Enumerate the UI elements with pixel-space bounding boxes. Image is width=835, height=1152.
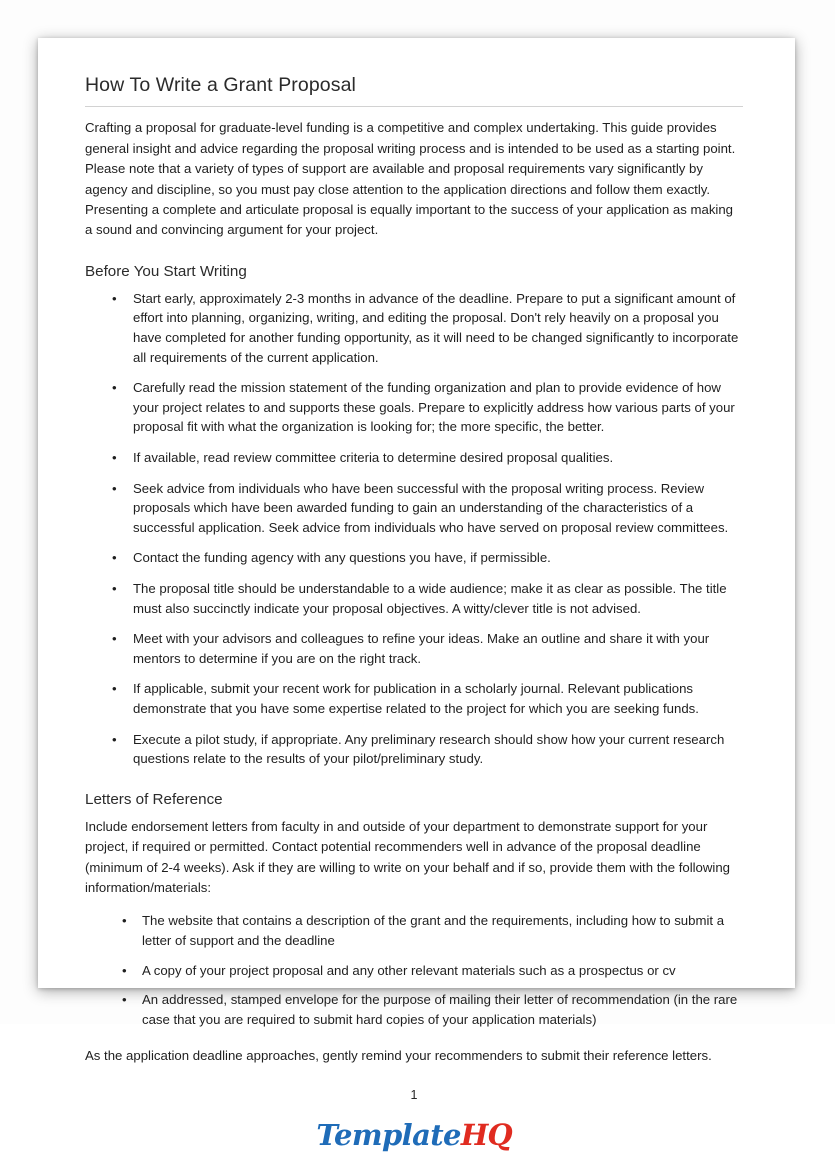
templatehq-logo bbox=[85, 1117, 743, 1152]
bullet-dot-icon: • bbox=[112, 449, 117, 465]
list-item bbox=[108, 548, 743, 568]
list-item bbox=[118, 911, 743, 950]
list-item-text: Carefully read the mission statement of the funding organization and plan to provide evidence of how your project relates to and supports these goals. Prepare to explicitly address how various parts of your proposal fit with what the organization is looking for; the more specific, the better. bbox=[133, 380, 735, 435]
logo-text bbox=[316, 1117, 512, 1152]
list-item-text: Contact the funding agency with any questions you have, if permissible. bbox=[133, 550, 551, 566]
section-heading-before-you-start-writing: Before You Start Writing bbox=[85, 262, 247, 280]
bullet-dot-icon: • bbox=[112, 681, 117, 697]
list-item bbox=[108, 579, 743, 618]
list-item-text: Meet with your advisors and colleagues to refine your ideas. Make an outline and share it with your mentors to determine if you are on the right track. bbox=[133, 631, 710, 666]
page-number: 1 bbox=[410, 1087, 418, 1102]
list-item-text: Start early, approximately 2-3 months in advance of the deadline. Prepare to put a significant amount of effort into planning, organizing, writing, and editing the proposal. Don't rely heavily on a proposal you have completed for another funding opportunity, as it will need to be changed significantly to incorporate all requirements of the current application. bbox=[133, 290, 739, 365]
bullet-dot-icon: • bbox=[112, 550, 117, 566]
list-item bbox=[108, 289, 743, 367]
bullet-dot-icon: • bbox=[112, 380, 117, 396]
bullet-dot-icon: • bbox=[112, 290, 117, 306]
list-item bbox=[118, 990, 743, 1029]
list-item-text: Execute a pilot study, if appropriate. Any preliminary research should show how your current research questions relate to the results of your pilot/preliminary study. bbox=[133, 731, 725, 767]
bullet-dot-icon: • bbox=[122, 992, 127, 1008]
list-item-text: A copy of your project proposal and any other relevant materials such as a prospectus or cv bbox=[142, 962, 676, 978]
bullet-list-before-you-start-writing bbox=[85, 289, 743, 769]
bullet-dot-icon: • bbox=[112, 480, 117, 496]
list-item bbox=[118, 961, 743, 981]
letters-of-reference-paragraph: Include endorsement letters from faculty in and outside of your department to demonstrate support for your project, if required or permitted. Contact potential recommenders well in advance of the proposal deadline (minimum of 2-4 weeks). Ask if they are willing to write on your behalf and if so, provide them with the following information/materials: bbox=[85, 818, 731, 895]
bullet-dot-icon: • bbox=[112, 631, 117, 647]
list-item bbox=[108, 378, 743, 437]
bullet-dot-icon: • bbox=[122, 913, 127, 929]
bullet-dot-icon: • bbox=[122, 962, 127, 978]
list-item-text: If available, read review committee criteria to determine desired proposal qualities. bbox=[133, 449, 614, 465]
list-item-text: An addressed, stamped envelope for the purpose of mailing their letter of recommendation (in the rare case that you are required to submit hard copies of your application materials) bbox=[142, 992, 738, 1027]
list-item bbox=[108, 679, 743, 718]
section-heading-letters-of-reference: Letters of Reference bbox=[85, 790, 223, 808]
list-item bbox=[108, 479, 743, 538]
page-title: How To Write a Grant Proposal bbox=[85, 74, 356, 96]
page-content bbox=[85, 74, 743, 1150]
closing-paragraph: As the application deadline approaches, gently remind your recommenders to submit their reference letters. bbox=[85, 1048, 712, 1064]
title-divider bbox=[85, 106, 743, 107]
bullet-list-letters-of-reference bbox=[85, 911, 743, 1029]
document-page bbox=[38, 38, 795, 1152]
list-item-text: The proposal title should be understandable to a wide audience; make it as clear as possible. The title must also succinctly indicate your proposal objectives. A witty/clever title is not advised. bbox=[133, 580, 727, 616]
list-item bbox=[108, 730, 743, 769]
list-item-text: If applicable, submit your recent work for publication in a scholarly journal. Relevant publications demonstrate that you have some expertise related to the project for which you are seeking funds. bbox=[133, 681, 699, 716]
bullet-dot-icon: • bbox=[112, 731, 117, 747]
list-item bbox=[108, 448, 743, 468]
list-item-text: The website that contains a description of the grant and the requirements, including how to submit a letter of support and the deadline bbox=[142, 913, 725, 948]
list-item-text: Seek advice from individuals who have been successful with the proposal writing process. Review proposals which have been awarded funding to gain an understanding of the characteristics of a successful application. Seek advice from individuals who have served on proposal review committees. bbox=[133, 480, 729, 535]
logo-primary-text: Template bbox=[316, 1117, 461, 1152]
bullet-dot-icon: • bbox=[112, 580, 117, 596]
logo-secondary-text: HQ bbox=[460, 1117, 512, 1152]
intro-paragraph: Crafting a proposal for graduate-level funding is a competitive and complex undertaking. This guide provides general insight and advice regarding the proposal writing process and is intended to be used as a starting point. Please note that a variety of types of support are available and proposal requirements vary significantly by agency and discipline, so you must pay close attention to the application directions and follow them exactly. Presenting a complete and articulate proposal is equally important to the success of your application as making a sound and convincing argument for your project. bbox=[85, 120, 736, 238]
list-item bbox=[108, 629, 743, 668]
